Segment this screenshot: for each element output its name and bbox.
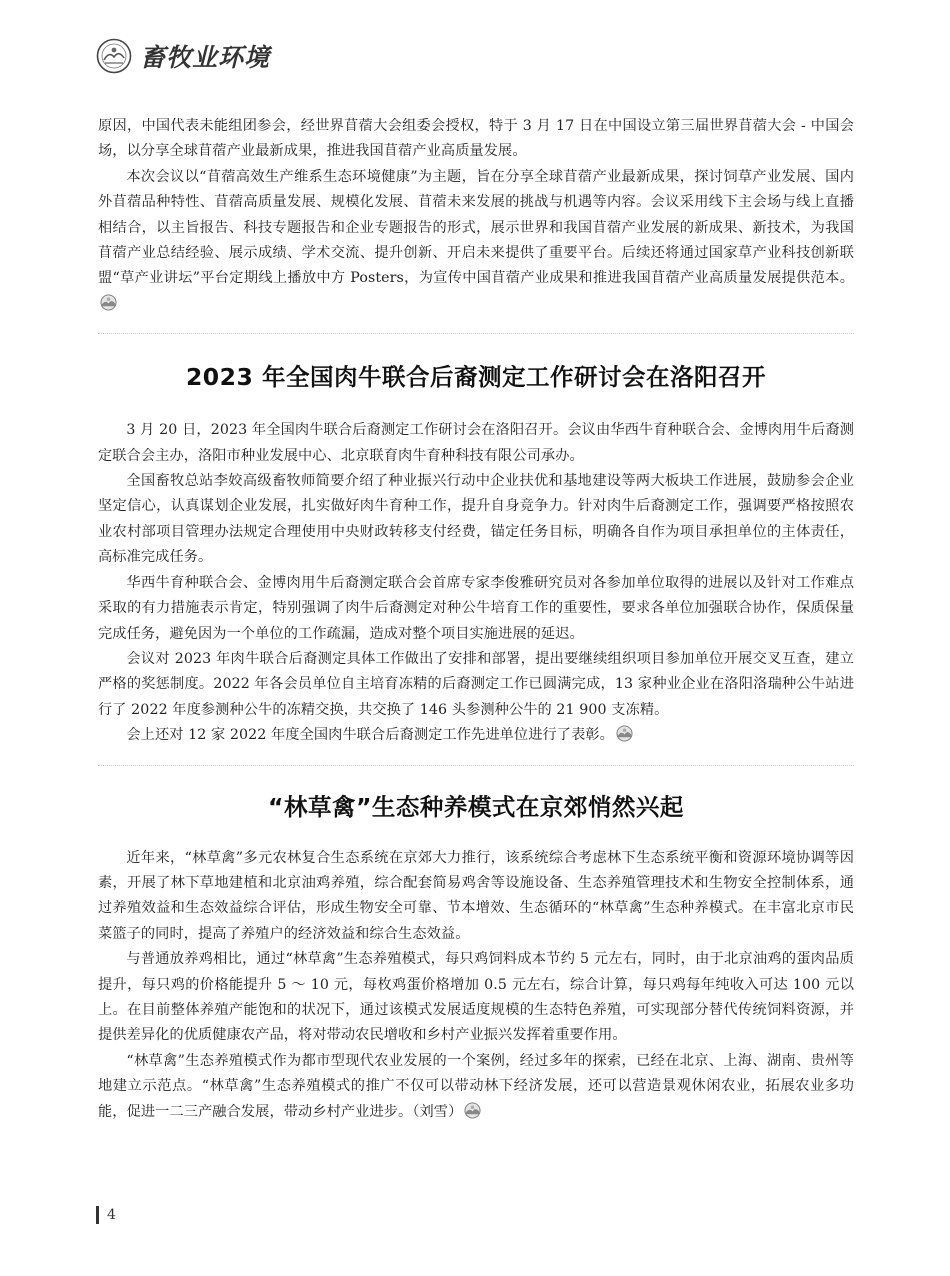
- intro-paragraph-1: 原因，中国代表未能组团参会，经世界苜蓿大会组委会授权，特于 3 月 17 日在中国设立第三届世界苜蓿大会 - 中国会场，以分享全球苜蓿产业最新成果，推进我国苜蓿产业高质量发展。: [98, 118, 854, 160]
- article-2-paragraph-3: [98, 1049, 854, 1125]
- section-divider: [98, 333, 854, 334]
- article-2-body: [98, 846, 854, 1125]
- intro-paragraph-2-text: 本次会议以“苜蓿高效生产维系生态环境健康”为主题，旨在分享全球苜蓿产业最新成果，探讨饲草产业发展、国内外苜蓿品种特性、苜蓿高质量发展、规模化发展、苜蓿未来发展的挑战与机遇等内容。会议采用线下主会场与线上直播相结合，以主旨报告、科技专题报告和企业专题报告的形式，展示世界和我国苜蓿产业发展的新成果、新技术，为我国苜蓿产业总结经验、展示成绩、学术交流、提升创新、开启未来提供了重要平台。后续还将通过国家草产业科技创新联盟“草产业讲坛”平台定期线上播放中方 Posters，为宣传中国苜蓿产业成果和推进我国苜蓿产业高质量发展提供范本。: [98, 168, 854, 287]
- footer-bar: [96, 1206, 99, 1224]
- journal-logo-seal: [96, 38, 132, 74]
- page-header: [96, 36, 270, 76]
- article-2-paragraph-1: 近年来，“林草禽”多元农林复合生态系统在京郊大力推行，该系统综合考虑林下生态系统平衡和资源环境协调等因素，开展了林下草地建植和北京油鸡养殖，综合配套简易鸡舍等设施设备、生态养殖管理技术和生物安全控制体系，通过养殖效益和生态效益综合评估，形成生物安全可靠、节本增效、生态循环的“林草禽”生态种养模式。在丰富北京市民菜篮子的同时，提高了养殖户的经济效益和综合生态效益。: [98, 849, 854, 942]
- end-mark-icon: [464, 1102, 481, 1119]
- intro-section: [98, 114, 854, 317]
- page-content: [98, 114, 854, 1125]
- article-1-paragraph-2: 全国畜牧总站李姣高级畜牧师简要介绍了种业振兴行动中企业扶优和基地建设等两大板块工作进展，鼓励参会企业坚定信心，认真谋划企业发展，扎实做好肉牛育种工作，提升自身竞争力。针对肉牛后裔测定工作，强调要严格按照农业农村部项目管理办法规定合理使用中央财政转移支付经费，锚定任务目标，明确各自作为项目承担单位的主体责任，高标准完成任务。: [98, 473, 854, 566]
- article-1-paragraph-4: 会议对 2023 年肉牛联合后裔测定具体工作做出了安排和部署，提出要继续组织项目参加单位开展交叉互查，建立严格的奖惩制度。2022 年各会员单位自主培育冻精的后裔测定工作已圆满完成，13 家种业企业在洛阳洛瑞种公牛站进行了 2022 年度参测种公牛的冻精交换，共交换了 146 头参测种公牛的 21 900 支冻精。: [98, 650, 854, 718]
- journal-masthead: 畜牧业环境: [140, 43, 271, 72]
- article-2-paragraph-3-text: “林草禽”生态养殖模式作为都市型现代农业发展的一个案例，经过多年的探索，已经在北京、上海、湖南、贵州等地建立示范点。“林草禽”生态养殖模式的推广不仅可以带动林下经济发展，还可以营造景观休闲农业，拓展农业多功能，促进一二三产融合发展，带动乡村产业进步。（刘雪）: [98, 1052, 854, 1120]
- page-number: 4: [107, 1207, 116, 1223]
- page-footer: [96, 1206, 116, 1224]
- article-2-paragraph-2: 与普通放养鸡相比，通过“林草禽”生态养殖模式，每只鸡饲料成本节约 5 元左右，同时，由于北京油鸡的蛋肉品质提升，每只鸡的价格能提升 5 ～ 10 元，每枚鸡蛋价格增加 0.5 元左右，综合计算，每只鸡每年纯收入可达 100 元以上。在目前整体养殖产能饱和的状况下，通过该模式发展适度规模的生态特色养殖，可实现部分替代传统饲料资源，并提供差异化的优质健康农产品，将对带动农民增收和乡村产业振兴发挥着重要作用。: [98, 951, 854, 1044]
- article-1-paragraph-5: [98, 723, 854, 748]
- end-mark-icon: [100, 294, 117, 311]
- article-2-title: “林草禽”生态种养模式在京郊悄然兴起: [268, 792, 684, 821]
- article-1-body: [98, 418, 854, 748]
- article-1-paragraph-5-text: 会上还对 12 家 2022 年度全国肉牛联合后裔测定工作先进单位进行了表彰。: [126, 727, 614, 744]
- section-divider: [98, 765, 854, 766]
- article-1-paragraph-3: 华西牛育种联合会、金博肉用牛后裔测定联合会首席专家李俊雅研究员对各参加单位取得的进展以及针对工作难点采取的有力措施表示肯定，特别强调了肉牛后裔测定对种公牛培育工作的重要性，要求各单位加强联合协作，保质保量完成任务，避免因为一个单位的工作疏漏，造成对整个项目实施进展的延迟。: [98, 574, 854, 642]
- intro-paragraph-2: [98, 165, 854, 317]
- end-mark-icon: [616, 725, 633, 742]
- article-1-title: 2023 年全国肉牛联合后裔测定工作研讨会在洛阳召开: [185, 363, 767, 392]
- article-1-paragraph-1: 3 月 20 日，2023 年全国肉牛联合后裔测定工作研讨会在洛阳召开。会议由华西牛育种联合会、金博肉用牛后裔测定联合会主办，洛阳市种业发展中心、北京联育肉牛育种科技有限公司承办。: [98, 422, 854, 464]
